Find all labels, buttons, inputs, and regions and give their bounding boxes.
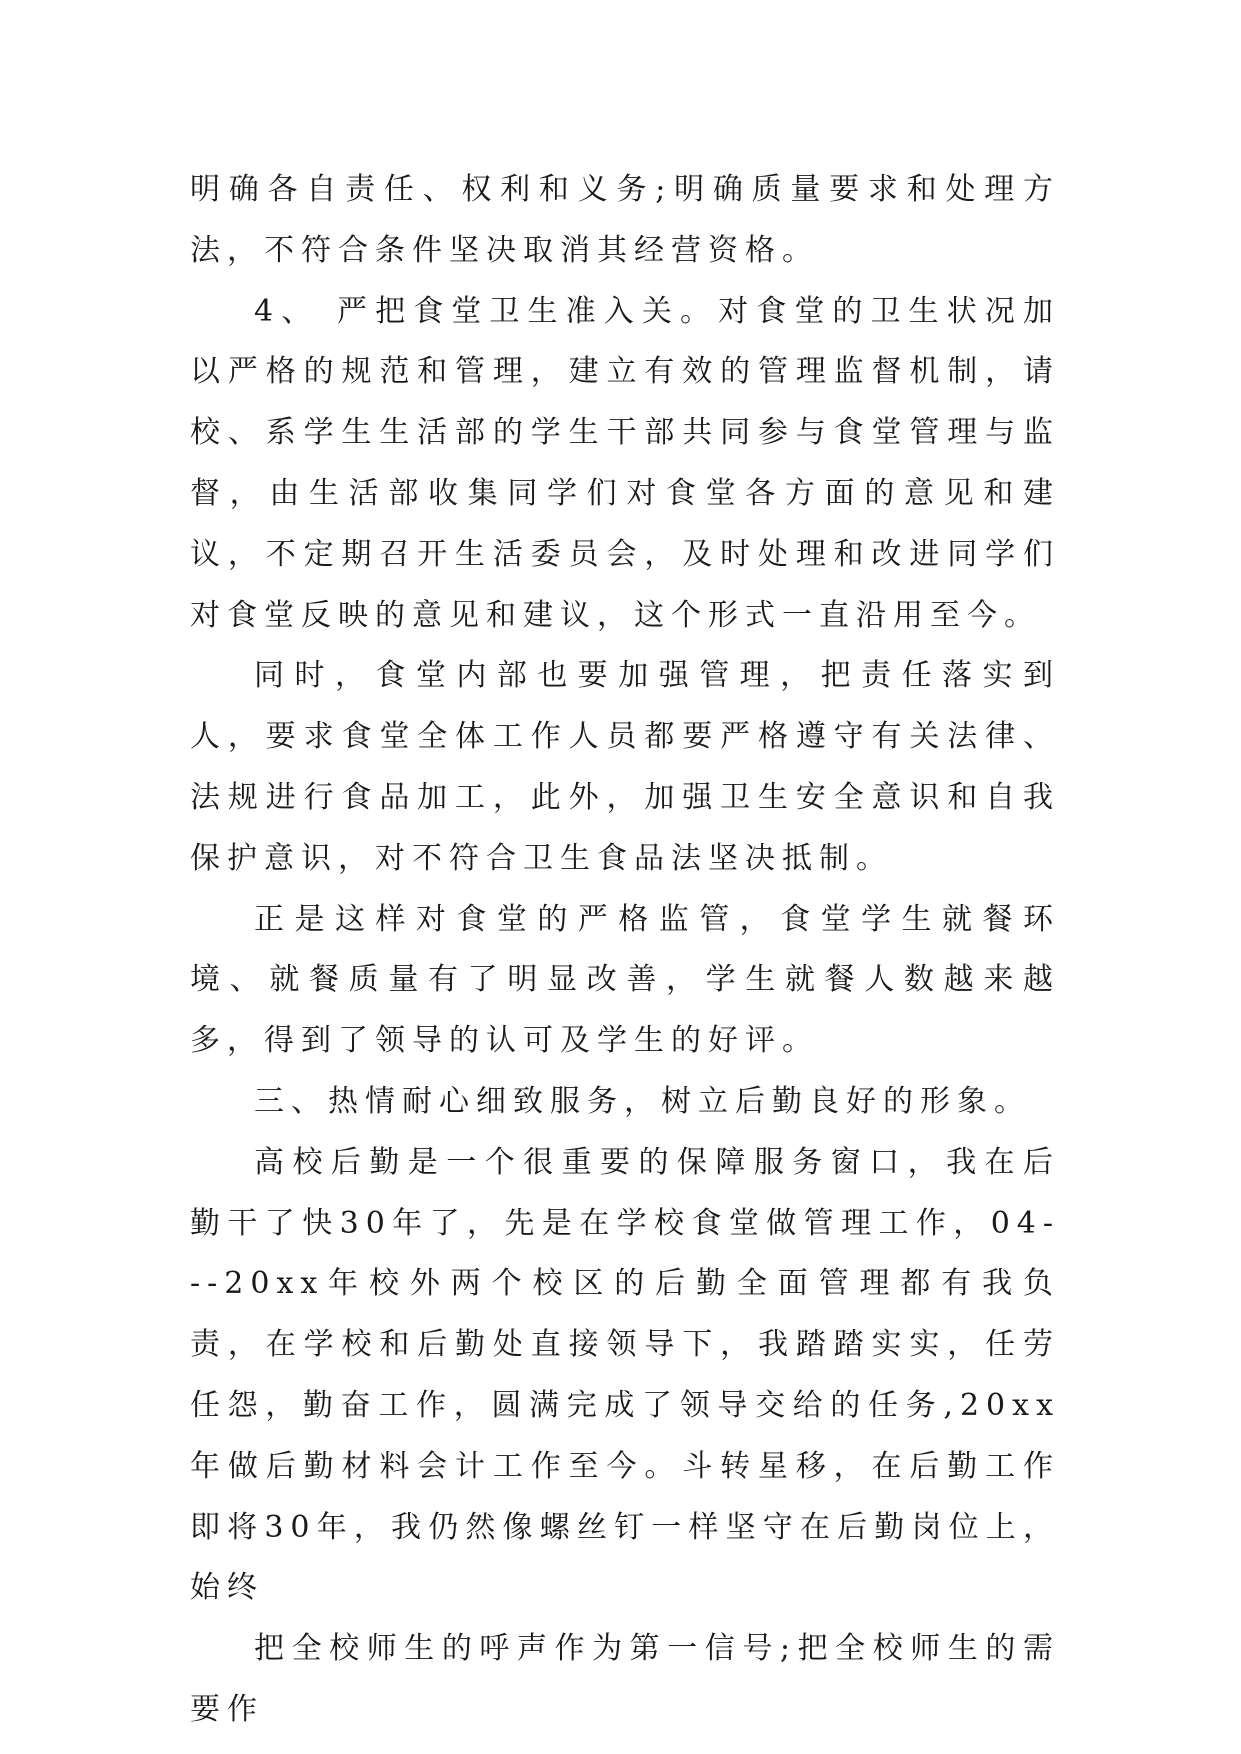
paragraph-responsibilities-continued: 明确各自责任、权利和义务;明确质量要求和处理方法，不符合条件坚决取消其经营资格。 — [190, 172, 1060, 268]
paragraph-teacher-student-voice: 把全校师生的呼声作为第一信号;把全校师生的需要作 — [190, 1631, 1060, 1727]
paragraph-logistics-service-window: 高校后勤是一个很重要的保障服务窗口，我在后勤干了快30年了，先是在学校食堂做管理工作，04---20xx年校外两个校区的后勤全面管理都有我负责，在学校和后勤处直接领导下，我踏踏实实，任劳任怨，勤奋工作，圆满完成了领导交给的任务,20xx年做后勤材料会计工作至今。斗转星移，在后勤工作即将30年，我仍然像螺丝钉一样坚守在后勤岗位上，始终 — [190, 1144, 1060, 1606]
paragraph-canteen-hygiene-access: 4、 严把食堂卫生准入关。对食堂的卫生状况加以严格的规范和管理，建立有效的管理监督机制，请校、系学生生活部的学生干部共同参与食堂管理与监督，由生活部收集同学们对食堂各方面的意见和建议，不定期召开生活委员会，及时处理和改进同学们对食堂反映的意见和建议，这个形式一直沿用至今。 — [190, 293, 1060, 633]
document-body — [190, 160, 1060, 1741]
paragraph-supervision-results: 正是这样对食堂的严格监管，食堂学生就餐环境、就餐质量有了明显改善，学生就餐人数越来越多，得到了领导的认可及学生的好评。 — [190, 901, 1060, 1059]
section-heading-service: 三、热情耐心细致服务，树立后勤良好的形象。 — [254, 1083, 1031, 1119]
paragraph-internal-management: 同时，食堂内部也要加强管理，把责任落实到人，要求食堂全体工作人员都要严格遵守有关法律、法规进行食品加工，此外，加强卫生安全意识和自我保护意识，对不符合卫生食品法坚决抵制。 — [190, 658, 1060, 876]
